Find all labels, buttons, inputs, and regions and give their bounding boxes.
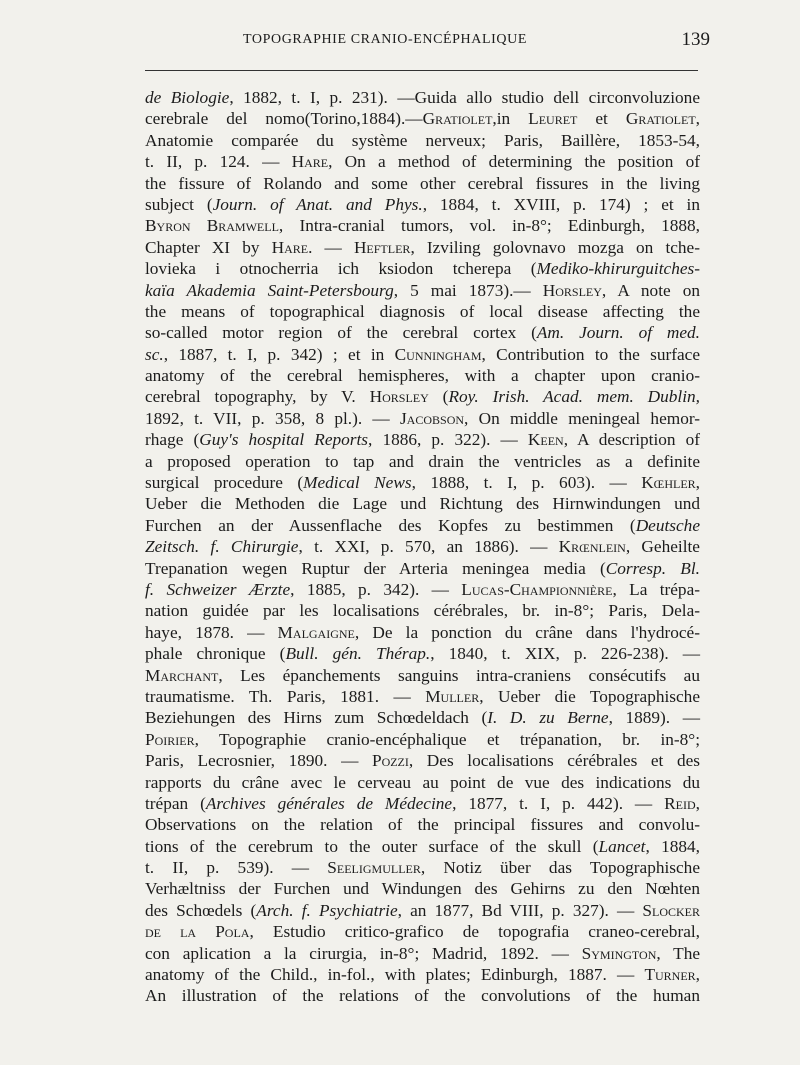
author-name: Horsley: [542, 280, 602, 300]
author-name: Pozzi: [371, 751, 409, 771]
text-run: Verhæltniss der Furchen und Windungen des Gehirns zu den Nœhten: [145, 879, 700, 899]
text-run: phale chronique (: [145, 644, 286, 664]
text-line: [145, 900, 700, 921]
text-line: [145, 451, 700, 472]
text-run: , Topographie cranio-encéphalique et trépanation, br. in-8°;: [194, 729, 700, 749]
author-name: Cunningham: [394, 344, 482, 364]
text-line: [145, 857, 700, 878]
text-line: [145, 365, 700, 386]
text-run: , Estudio critico-grafico de topografia craneo-cerebral,: [249, 922, 700, 942]
text-run: , 1885, p. 342). —: [290, 579, 462, 599]
italic-run: Medical News: [303, 473, 412, 493]
text-line: [145, 750, 700, 771]
text-run: , De la ponction du crâne dans l'hydrocé-: [354, 622, 700, 642]
text-run: An illustration of the relations of the convolutions of the human: [145, 986, 700, 1006]
text-run: t. II, p. 539). —: [145, 858, 328, 878]
text-line: [145, 280, 700, 301]
text-run: the means of topographical diagnosis of local disease affecting the: [145, 301, 700, 321]
text-run: , t. XXI, p. 570, an 1886). —: [298, 537, 559, 557]
italic-run: Archives générales de Médecine: [205, 793, 453, 813]
text-line: [145, 322, 700, 343]
text-line: [145, 729, 700, 750]
text-line: [145, 964, 700, 985]
text-run: nation guidée par les localisations cérébrales, br. in-8°; Paris, Dela-: [145, 601, 700, 621]
text-run: , La trépa-: [612, 579, 700, 599]
text-line: [145, 237, 700, 258]
author-name: Leuret: [528, 109, 578, 129]
author-name: Krœnlein: [558, 537, 626, 557]
page-number: 139: [681, 29, 710, 50]
italic-run: Deutsche: [635, 515, 700, 535]
text-run: so-called motor region of the cerebral cortex (: [145, 323, 537, 343]
text-line: [145, 151, 700, 172]
text-run: , Geheilte: [625, 537, 700, 557]
author-name: de la Pola: [145, 922, 250, 942]
text-line: [145, 707, 700, 728]
author-name: Marchant: [145, 665, 219, 685]
text-run: ,: [695, 109, 700, 129]
text-run: , 1888, t. I, p. 603). —: [411, 473, 642, 493]
author-name: Keen: [527, 430, 564, 450]
italic-run: Arch. f. Psychiatrie: [256, 900, 398, 920]
italic-run: Roy. Irish. Acad. mem. Dublin,: [448, 387, 700, 407]
text-line: [145, 643, 700, 664]
text-run: , 1889). —: [608, 708, 700, 728]
text-run: a proposed operation to tap and drain the ventricles as a definite: [145, 451, 700, 471]
text-line: [145, 429, 700, 450]
text-run: , Notiz über das Topographische: [420, 858, 700, 878]
italic-run: Bull. gén. Thérap.: [285, 644, 431, 664]
text-run: , 5 mai 1873).—: [393, 280, 543, 300]
text-run: Chapter XI by: [145, 237, 272, 257]
text-run: cerebrale del nomo(Torino,1884).—: [145, 109, 423, 129]
text-run: , On middle meningeal hemor-: [464, 408, 700, 428]
text-run: haye, 1878. —: [145, 622, 278, 642]
text-line: [145, 386, 700, 407]
bibliography-text: [145, 87, 700, 1007]
author-name: Byron Bramwell: [145, 216, 279, 236]
text-run: rhage (: [145, 430, 200, 450]
text-run: Trepanation wegen Ruptur der Arteria meningea media (: [145, 558, 606, 578]
text-run: ,: [695, 473, 700, 493]
text-line: [145, 472, 700, 493]
text-line: [145, 130, 700, 151]
italic-run: Corresp. Bl.: [605, 558, 700, 578]
text-line: [145, 814, 700, 835]
text-line: [145, 558, 700, 579]
text-run: 1892, t. VII, p. 358, 8 pl.). —: [145, 408, 400, 428]
text-run: trépan (: [145, 793, 206, 813]
text-line: [145, 878, 700, 899]
italic-run: sc.: [145, 344, 164, 364]
author-name: Lucas-Championnière: [461, 579, 613, 599]
text-line: [145, 344, 700, 365]
author-name: Kœhler: [641, 473, 696, 493]
text-run: t. II, p. 124. —: [145, 152, 292, 172]
text-run: . —: [308, 237, 354, 257]
author-name: Hare: [271, 237, 309, 257]
text-line: [145, 536, 700, 557]
text-line: [145, 301, 700, 322]
text-run: ,: [695, 965, 700, 985]
author-name: Gratiolet: [422, 109, 493, 129]
text-run: Beziehungen des Hirns zum Schœdeldach (: [145, 708, 488, 728]
text-line: [145, 921, 700, 942]
author-name: Horsley: [369, 387, 429, 407]
author-name: Turner: [644, 965, 696, 985]
text-run: et: [577, 109, 626, 129]
author-name: Reid: [664, 793, 696, 813]
text-run: ,in: [492, 109, 529, 129]
text-run: lovieka i otnocherria ich ksiodon tcherepa (: [145, 259, 537, 279]
italic-run: Zeitsch. f. Chirurgie: [145, 537, 299, 557]
author-name: Poirier: [145, 729, 195, 749]
author-name: Muller: [425, 686, 480, 706]
text-run: Paris, Lecrosnier, 1890. —: [145, 751, 372, 771]
text-line: [145, 579, 700, 600]
text-run: , Intra-cranial tumors, vol. in-8°; Edinburgh, 1888,: [278, 216, 700, 236]
text-run: tions of the cerebrum to the outer surface of the skull (: [145, 836, 599, 856]
italic-run: kaïa Akademia Saint-Petersbourg: [145, 280, 394, 300]
author-name: Gratiolet: [625, 109, 696, 129]
text-run: anatomy of the Child., in-fol., with plates; Edinburgh, 1887. —: [145, 965, 645, 985]
text-line: [145, 258, 700, 279]
text-line: [145, 194, 700, 215]
text-run: , 1886, p. 322). —: [368, 430, 528, 450]
text-line: [145, 215, 700, 236]
text-run: , an 1877, Bd VIII, p. 327). —: [397, 900, 643, 920]
author-name: Symington: [581, 943, 657, 963]
text-line: [145, 985, 700, 1006]
text-run: des Schœdels (: [145, 900, 257, 920]
text-run: , On a method of determining the position of: [328, 152, 700, 172]
header-rule: [145, 70, 698, 71]
text-run: , 1877, t. I, p. 442). —: [452, 793, 665, 813]
text-run: , 1882, t. I, p. 231). —Guida allo studio dell circonvoluzione: [229, 88, 700, 107]
text-run: traumatisme. Th. Paris, 1881. —: [145, 686, 426, 706]
text-line: [145, 836, 700, 857]
text-run: , Des localisations cérébrales et des: [408, 751, 700, 771]
text-run: Anatomie comparée du système nerveux; Paris, Baillère, 1853-54,: [145, 130, 700, 150]
text-line: [145, 87, 700, 108]
italic-run: Mediko-khirurguitches-: [536, 259, 700, 279]
author-name: Jacobson: [399, 408, 465, 428]
text-run: rapports du crâne avec le cerveau au point de vue des indications du: [145, 772, 700, 792]
text-run: cerebral topography, by V.: [145, 387, 370, 407]
text-line: [145, 173, 700, 194]
text-run: (: [428, 387, 449, 407]
text-run: , 1884, t. XVIII, p. 174) ; et in: [422, 194, 700, 214]
author-name: Hare: [291, 152, 329, 172]
text-run: Furchen an der Aussenflache des Kopfes zu bestimmen (: [145, 515, 636, 535]
text-run: Ueber die Methoden die Lage und Richtung des Hirnwindungen und: [145, 494, 700, 514]
author-name: Slocker: [642, 900, 700, 920]
text-line: [145, 408, 700, 429]
text-run: surgical procedure (: [145, 473, 304, 493]
text-run: subject (: [145, 194, 213, 214]
text-run: Observations on the relation of the principal fissures and convolu-: [145, 815, 700, 835]
text-run: , 1884,: [645, 836, 700, 856]
text-line: [145, 665, 700, 686]
text-run: , Izviling golovnavo mozga on tche-: [410, 237, 700, 257]
running-title: TOPOGRAPHIE CRANIO-ENCÉPHALIQUE: [243, 32, 527, 47]
text-line: [145, 772, 700, 793]
text-run: , The: [656, 943, 700, 963]
text-line: [145, 600, 700, 621]
italic-run: Journ. of Anat. and Phys.: [212, 194, 423, 214]
author-name: Seeligmuller: [327, 858, 421, 878]
italic-run: Am. Journ. of med.: [536, 323, 700, 343]
text-run: , A description of: [563, 430, 701, 450]
text-line: [145, 515, 700, 536]
text-run: , Les épanchements sanguins intra-craniens consécutifs au: [218, 665, 700, 685]
text-run: , Contribution to the surface: [481, 344, 700, 364]
text-line: [145, 686, 700, 707]
text-line: [145, 622, 700, 643]
text-run: anatomy of the cerebral hemispheres, with a chapter upon cranio-: [145, 366, 700, 386]
text-run: ,: [695, 793, 700, 813]
text-run: , 1887, t. I, p. 342) ; et in: [163, 344, 395, 364]
italic-run: I. D. zu Berne: [487, 708, 609, 728]
text-line: [145, 108, 700, 129]
italic-run: de Biologie: [145, 88, 230, 107]
page-header: [60, 30, 710, 56]
text-line: [145, 943, 700, 964]
text-line: [145, 793, 700, 814]
author-name: Malgaigne: [277, 622, 355, 642]
author-name: Heftler: [353, 237, 411, 257]
text-run: , Ueber die Topographische: [479, 686, 700, 706]
text-run: the fissure of Rolando and some other cerebral fissures in the living: [145, 173, 700, 193]
text-line: [145, 493, 700, 514]
text-run: , 1840, t. XIX, p. 226-238). —: [430, 644, 701, 664]
italic-run: Lancet: [598, 836, 646, 856]
italic-run: Guy's hospital Reports: [199, 430, 369, 450]
text-run: con aplication a la cirurgia, in-8°; Madrid, 1892. —: [145, 943, 582, 963]
italic-run: f. Schweizer Ærzte: [145, 579, 291, 599]
text-run: , A note on: [601, 280, 700, 300]
